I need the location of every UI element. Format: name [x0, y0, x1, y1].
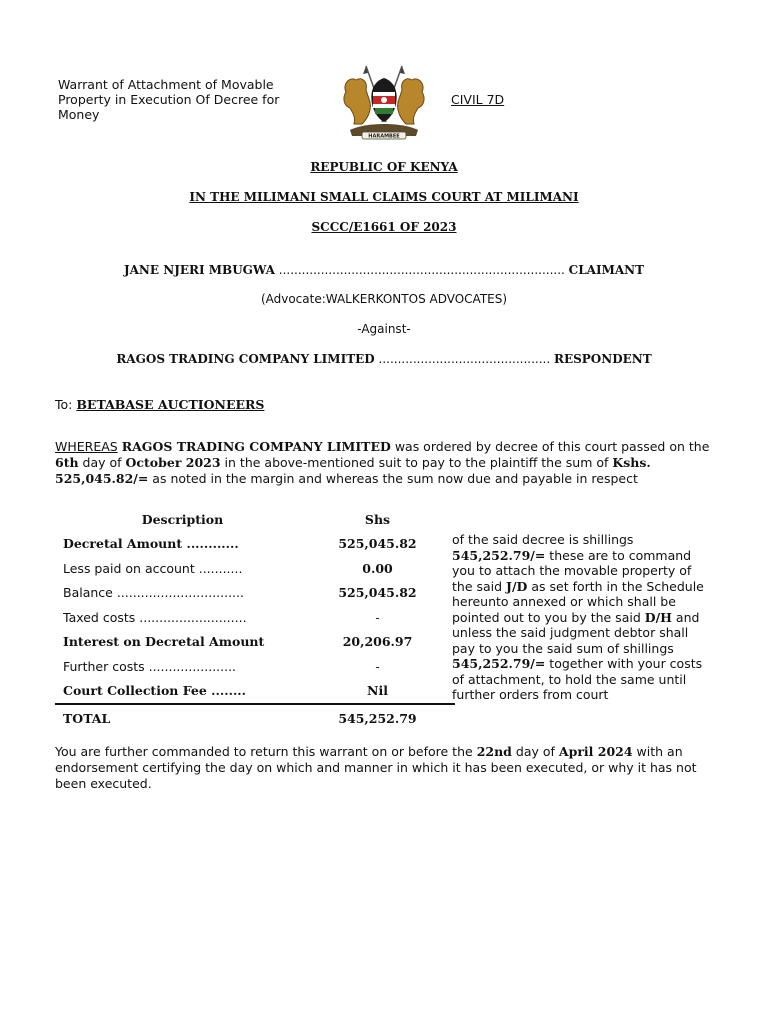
- command-amount: 545,252.79/=: [452, 656, 546, 671]
- row-amount: 20,206.97: [342, 634, 413, 650]
- against-line: -Against-: [357, 322, 411, 336]
- return-paragraph: [55, 744, 715, 792]
- whereas-word: WHEREAS: [55, 439, 118, 454]
- to-line: [55, 397, 264, 412]
- row-description: Balance ................................: [63, 585, 244, 601]
- table-row: [55, 556, 455, 581]
- row-description: Court Collection Fee ........: [63, 683, 246, 699]
- total-label: TOTAL: [63, 710, 111, 726]
- respondent-name: RAGOS TRADING COMPANY LIMITED: [116, 352, 375, 366]
- republic-heading: REPUBLIC OF KENYA: [310, 160, 458, 174]
- row-description: Decretal Amount ............: [63, 536, 239, 552]
- schedule-rows: [55, 532, 455, 704]
- table-row: [55, 630, 455, 655]
- row-amount: 525,045.82: [338, 536, 417, 552]
- total-row: [55, 703, 455, 731]
- row-amount: 0.00: [362, 560, 393, 576]
- claimant-name: JANE NJERI MBUGWA: [123, 263, 275, 277]
- table-row: [55, 654, 455, 679]
- table-row: [55, 532, 455, 557]
- row-amount: -: [375, 609, 380, 625]
- row-amount: -: [375, 658, 380, 674]
- return-month: April 2024: [558, 744, 633, 759]
- table-header-row: [55, 507, 455, 532]
- kenya-coat-of-arms-icon: [336, 62, 432, 142]
- whereas-text: day of: [78, 455, 126, 470]
- command-text: and unless the said judgment debtor shall pay to you the said sum of shillings: [452, 609, 700, 656]
- schedule-table: [55, 507, 455, 731]
- auctioneer-name: BETABASE AUCTIONEERS: [76, 397, 265, 412]
- advocate-line: (Advocate:WALKERKONTOS ADVOCATES): [260, 292, 508, 306]
- whereas-text: was ordered by decree of this court passed on the: [390, 439, 710, 454]
- return-text: day of: [511, 744, 559, 759]
- whereas-paragraph: [55, 439, 715, 487]
- debtor-name: RAGOS TRADING COMPANY LIMITED: [121, 439, 391, 454]
- return-text: with an endorsement certifying the day on which and manner in which it has been executed, or why it has not been executed.: [55, 744, 697, 791]
- row-amount: 525,045.82: [338, 585, 417, 601]
- claimant-role: CLAIMANT: [568, 263, 645, 277]
- decree-month: October 2023: [125, 455, 221, 470]
- claimant-dots: ...........................................................................: [274, 263, 569, 277]
- judgment-debtor-abbr: J/D: [506, 578, 528, 594]
- whereas-text: as noted in the margin and whereas the sum now due and payable in respect: [148, 471, 638, 486]
- total-amount: 545,252.79: [338, 710, 417, 726]
- command-text: these are to command you to attach the movable property of the said: [452, 547, 692, 594]
- emblem-motto: HARAMBEE: [368, 133, 400, 140]
- command-text: of the said decree is shillings: [452, 532, 634, 547]
- form-code: CIVIL 7D: [451, 92, 505, 107]
- row-description: Further costs ......................: [63, 658, 237, 674]
- description-header: Description: [141, 511, 224, 527]
- decree-holder-abbr: D/H: [644, 609, 672, 625]
- table-row: [55, 581, 455, 606]
- command-text: as set forth in the Schedule hereunto annexed or which shall be pointed out to you by the said: [452, 578, 704, 625]
- decree-day: 6th: [55, 455, 79, 470]
- command-paragraph: [452, 532, 714, 703]
- row-amount: Nil: [367, 683, 388, 699]
- return-day: 22nd: [476, 744, 512, 759]
- return-text: You are further commanded to return this warrant on or before the: [55, 744, 477, 759]
- respondent-line: [0, 352, 768, 366]
- command-amount: 545,252.79/=: [452, 547, 546, 563]
- claimant-line: [0, 263, 768, 277]
- warrant-title: Warrant of Attachment of Movable Property in Execution Of Decree for Money: [58, 77, 280, 122]
- command-text: together with your costs of attachment, to hold the same until further orders from court: [452, 656, 703, 702]
- amount-header: Shs: [364, 511, 391, 527]
- court-heading: IN THE MILIMANI SMALL CLAIMS COURT AT MILIMANI: [189, 190, 579, 204]
- row-description: Less paid on account ...........: [63, 560, 243, 576]
- respondent-dots: .............................................: [374, 352, 554, 366]
- whereas-text: in the above-mentioned suit to pay to the plaintiff the sum of: [220, 455, 613, 470]
- row-description: Taxed costs ...........................: [63, 609, 247, 625]
- row-description: Interest on Decretal Amount: [63, 634, 265, 650]
- table-row: [55, 679, 455, 704]
- respondent-role: RESPONDENT: [553, 352, 652, 366]
- decree-amount: Kshs. 525,045.82/=: [55, 455, 651, 486]
- case-number: SCCC/E1661 OF 2023: [311, 220, 457, 234]
- table-row: [55, 605, 455, 630]
- to-label: To:: [55, 397, 77, 412]
